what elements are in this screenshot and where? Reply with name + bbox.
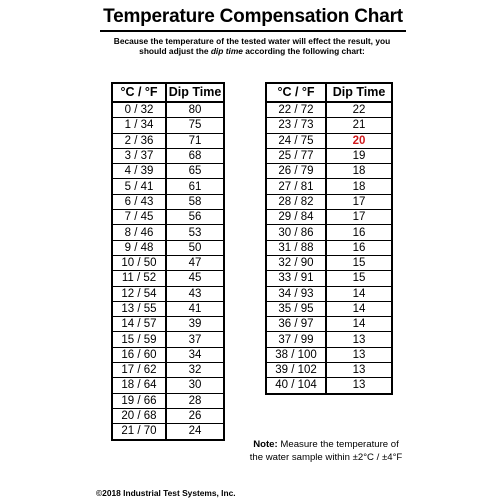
dip-time-cell: 20 bbox=[326, 133, 392, 148]
table-row bbox=[112, 424, 224, 440]
table-row bbox=[112, 102, 224, 118]
temp-cell: 17 / 62 bbox=[112, 363, 166, 378]
temp-cell: 21 / 70 bbox=[112, 424, 166, 440]
dip-time-cell: 68 bbox=[166, 148, 224, 163]
page-title: Temperature Compensation Chart bbox=[103, 6, 403, 27]
dip-time-cell: 13 bbox=[326, 347, 392, 362]
dip-time-cell: 53 bbox=[166, 225, 224, 240]
temp-cell: 16 / 60 bbox=[112, 347, 166, 362]
dip-time-cell: 65 bbox=[166, 164, 224, 179]
dip-time-cell: 18 bbox=[326, 164, 392, 179]
dip-time-cell: 17 bbox=[326, 210, 392, 225]
temp-cell: 3 / 37 bbox=[112, 148, 166, 163]
note-label: Note: bbox=[253, 439, 278, 450]
temp-cell: 28 / 82 bbox=[266, 194, 326, 209]
temp-cell: 33 / 91 bbox=[266, 271, 326, 286]
table-row bbox=[112, 393, 224, 408]
table-row bbox=[266, 317, 392, 332]
dip-time-cell: 39 bbox=[166, 317, 224, 332]
table-row bbox=[266, 148, 392, 163]
temp-cell: 15 / 59 bbox=[112, 332, 166, 347]
table-row bbox=[266, 225, 392, 240]
table-row bbox=[266, 286, 392, 301]
temp-cell: 19 / 66 bbox=[112, 393, 166, 408]
temp-cell: 22 / 72 bbox=[266, 102, 326, 118]
header-temp: °C / °F bbox=[112, 83, 166, 102]
table-header-row bbox=[112, 83, 224, 102]
dip-time-cell: 14 bbox=[326, 317, 392, 332]
temp-cell: 34 / 93 bbox=[266, 286, 326, 301]
subtitle-text-after: according the following chart: bbox=[242, 46, 365, 56]
table-row bbox=[266, 347, 392, 362]
temp-cell: 0 / 32 bbox=[112, 102, 166, 118]
table-row bbox=[112, 240, 224, 255]
table-row bbox=[112, 164, 224, 179]
dip-time-cell: 16 bbox=[326, 240, 392, 255]
title-underline bbox=[100, 30, 406, 32]
temp-cell: 36 / 97 bbox=[266, 317, 326, 332]
table-row bbox=[112, 317, 224, 332]
temp-cell: 29 / 84 bbox=[266, 210, 326, 225]
table-row bbox=[112, 133, 224, 148]
dip-time-cell: 80 bbox=[166, 102, 224, 118]
temp-cell: 7 / 45 bbox=[112, 210, 166, 225]
temp-cell: 5 / 41 bbox=[112, 179, 166, 194]
temp-cell: 4 / 39 bbox=[112, 164, 166, 179]
temp-cell: 6 / 43 bbox=[112, 194, 166, 209]
table-row bbox=[266, 164, 392, 179]
table-row bbox=[112, 286, 224, 301]
table-row bbox=[112, 363, 224, 378]
table-row bbox=[266, 378, 392, 394]
table-row bbox=[266, 102, 392, 118]
dip-time-cell: 14 bbox=[326, 286, 392, 301]
dip-time-cell: 26 bbox=[166, 408, 224, 423]
temp-cell: 38 / 100 bbox=[266, 347, 326, 362]
dip-time-cell: 37 bbox=[166, 332, 224, 347]
dip-time-cell: 50 bbox=[166, 240, 224, 255]
temp-cell: 12 / 54 bbox=[112, 286, 166, 301]
temp-cell: 13 / 55 bbox=[112, 301, 166, 316]
table-row bbox=[266, 255, 392, 270]
note-text-line-1: Measure the temperature of bbox=[277, 439, 399, 450]
compensation-table-right bbox=[265, 82, 393, 395]
dip-time-cell: 14 bbox=[326, 301, 392, 316]
dip-time-cell: 41 bbox=[166, 301, 224, 316]
temp-cell: 18 / 64 bbox=[112, 378, 166, 393]
dip-time-cell: 13 bbox=[326, 378, 392, 394]
dip-time-cell: 13 bbox=[326, 332, 392, 347]
temp-cell: 10 / 50 bbox=[112, 255, 166, 270]
subtitle-emphasis: dip time bbox=[210, 46, 243, 56]
temp-cell: 35 / 95 bbox=[266, 301, 326, 316]
table-row bbox=[266, 363, 392, 378]
dip-time-cell: 32 bbox=[166, 363, 224, 378]
temp-cell: 26 / 79 bbox=[266, 164, 326, 179]
table-row bbox=[112, 347, 224, 362]
dip-time-cell: 17 bbox=[326, 194, 392, 209]
dip-time-cell: 71 bbox=[166, 133, 224, 148]
note-text-line-2: the water sample within ±2°C / ±4°F bbox=[249, 451, 403, 463]
temp-cell: 1 / 34 bbox=[112, 118, 166, 133]
header-dip-time: Dip Time bbox=[326, 83, 392, 102]
table-row bbox=[112, 118, 224, 133]
measurement-note bbox=[236, 439, 416, 464]
table-row bbox=[112, 301, 224, 316]
header-dip-time: Dip Time bbox=[166, 83, 224, 102]
table-row bbox=[266, 179, 392, 194]
table-row bbox=[266, 332, 392, 347]
subtitle-text-before: should adjust the bbox=[139, 46, 211, 56]
table-row bbox=[266, 271, 392, 286]
table-row bbox=[266, 194, 392, 209]
temp-cell: 9 / 48 bbox=[112, 240, 166, 255]
table-header-row bbox=[266, 83, 392, 102]
table-row bbox=[112, 408, 224, 423]
temp-cell: 32 / 90 bbox=[266, 255, 326, 270]
temp-cell: 25 / 77 bbox=[266, 148, 326, 163]
dip-time-cell: 58 bbox=[166, 194, 224, 209]
subtitle-line-1: Because the temperature of the tested water will effect the result, you bbox=[113, 36, 391, 46]
table-row bbox=[112, 332, 224, 347]
temp-cell: 27 / 81 bbox=[266, 179, 326, 194]
temp-cell: 30 / 86 bbox=[266, 225, 326, 240]
dip-time-cell: 61 bbox=[166, 179, 224, 194]
copyright-notice: ©2018 Industrial Test Systems, Inc. bbox=[96, 488, 236, 498]
temp-cell: 2 / 36 bbox=[112, 133, 166, 148]
table-row bbox=[112, 210, 224, 225]
dip-time-cell: 47 bbox=[166, 255, 224, 270]
dip-time-cell: 75 bbox=[166, 118, 224, 133]
table-row bbox=[112, 179, 224, 194]
temp-cell: 14 / 57 bbox=[112, 317, 166, 332]
temp-cell: 8 / 46 bbox=[112, 225, 166, 240]
temp-cell: 37 / 99 bbox=[266, 332, 326, 347]
dip-time-cell: 45 bbox=[166, 271, 224, 286]
table-row bbox=[112, 271, 224, 286]
dip-time-cell: 15 bbox=[326, 271, 392, 286]
dip-time-cell: 30 bbox=[166, 378, 224, 393]
dip-time-cell: 34 bbox=[166, 347, 224, 362]
temp-cell: 31 / 88 bbox=[266, 240, 326, 255]
dip-time-cell: 56 bbox=[166, 210, 224, 225]
header-temp: °C / °F bbox=[266, 83, 326, 102]
dip-time-cell: 21 bbox=[326, 118, 392, 133]
table-row bbox=[266, 240, 392, 255]
dip-time-cell: 13 bbox=[326, 363, 392, 378]
compensation-table-left bbox=[111, 82, 225, 441]
dip-time-cell: 24 bbox=[166, 424, 224, 440]
table-row bbox=[112, 225, 224, 240]
dip-time-cell: 16 bbox=[326, 225, 392, 240]
temp-cell: 40 / 104 bbox=[266, 378, 326, 394]
dip-time-cell: 18 bbox=[326, 179, 392, 194]
dip-time-cell: 22 bbox=[326, 102, 392, 118]
table-row bbox=[112, 378, 224, 393]
table-row bbox=[266, 133, 392, 148]
dip-time-cell: 43 bbox=[166, 286, 224, 301]
dip-time-cell: 28 bbox=[166, 393, 224, 408]
temp-cell: 20 / 68 bbox=[112, 408, 166, 423]
table-row bbox=[266, 301, 392, 316]
temp-cell: 39 / 102 bbox=[266, 363, 326, 378]
dip-time-cell: 15 bbox=[326, 255, 392, 270]
table-row bbox=[266, 210, 392, 225]
temp-cell: 23 / 73 bbox=[266, 118, 326, 133]
table-row bbox=[112, 194, 224, 209]
temp-cell: 24 / 75 bbox=[266, 133, 326, 148]
temp-cell: 11 / 52 bbox=[112, 271, 166, 286]
table-row bbox=[112, 255, 224, 270]
subtitle-line-2 bbox=[96, 46, 408, 56]
right-table-body bbox=[266, 102, 392, 394]
table-row bbox=[266, 118, 392, 133]
left-table-body bbox=[112, 102, 224, 440]
dip-time-cell: 19 bbox=[326, 148, 392, 163]
table-row bbox=[112, 148, 224, 163]
